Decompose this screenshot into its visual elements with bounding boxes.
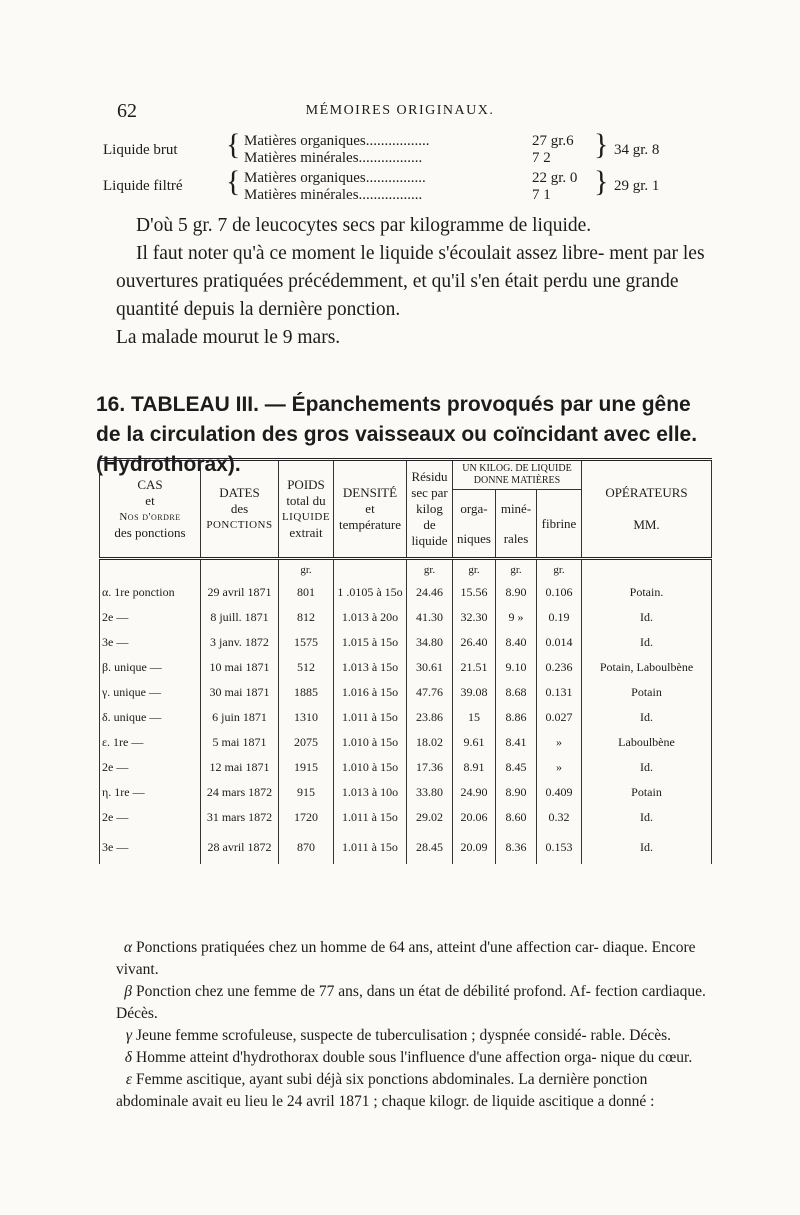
table-row — [100, 705, 712, 730]
brace-left: { — [226, 165, 241, 198]
cell-oper: Potain — [582, 680, 712, 705]
cell-residu: 24.46 — [407, 580, 453, 605]
table-row — [100, 655, 712, 680]
cell-min: 8.86 — [496, 705, 537, 730]
cell-fib: 0.236 — [537, 655, 582, 680]
cell-densite: 1.015 à 15o — [334, 630, 407, 655]
cell-residu: 17.36 — [407, 755, 453, 780]
table-row — [100, 580, 712, 605]
para-line: D'où 5 gr. 7 de leucocytes secs par kilogramme de liquide. — [136, 215, 592, 236]
cell-org: 20.09 — [453, 830, 496, 864]
cell-densite: 1.016 à 15o — [334, 680, 407, 705]
cell-org: 24.90 — [453, 780, 496, 805]
cell-fib: » — [537, 730, 582, 755]
cell-date: 24 mars 1872 — [201, 780, 279, 805]
brace-right: } — [594, 128, 609, 161]
cell-densite: 1.011 à 15o — [334, 705, 407, 730]
data-table — [99, 458, 712, 864]
cell-date: 5 mai 1871 — [201, 730, 279, 755]
filtre-organic: Matières organiques................ — [244, 170, 426, 186]
cell-min: 9.10 — [496, 655, 537, 680]
filtre-total: 29 gr. 1 — [614, 178, 660, 194]
cell-min: 9 » — [496, 605, 537, 630]
footnote: α Ponctions pratiquées chez un homme de 64 ans, atteint d'une affection car- diaque. Encore vivant. — [116, 939, 696, 978]
cell-oper: Potain. — [582, 580, 712, 605]
cell-poids: 801 — [279, 580, 334, 605]
cell-fib: 0.014 — [537, 630, 582, 655]
filtre-mineral: Matières minérales................. — [244, 187, 423, 203]
cell-densite: 1.013 à 20o — [334, 605, 407, 630]
cell-densite: 1 .0105 à 15o — [334, 580, 407, 605]
cell-date: 28 avril 1872 — [201, 830, 279, 864]
cell-org: 15 — [453, 705, 496, 730]
cell-oper: Id. — [582, 830, 712, 864]
cell-oper: Potain — [582, 780, 712, 805]
table-row — [100, 680, 712, 705]
cell-org: 26.40 — [453, 630, 496, 655]
cell-oper: Id. — [582, 630, 712, 655]
cell-poids: 1310 — [279, 705, 334, 730]
footnote: ε Femme ascitique, ayant subi déjà six ponctions abdominales. La dernière ponction abdominale avait eu lieu le 24 avril 1871 ; chaque kilogr. de liquide ascitique a donné : — [116, 1071, 655, 1110]
footnote: δ Homme atteint d'hydrothorax double sous l'influence d'une affection orga- nique du cœur. — [124, 1049, 693, 1066]
page-number: 62 — [117, 100, 137, 122]
filtre-organic-value: 22 gr. 0 — [532, 170, 578, 186]
liquide-brut-label: Liquide brut — [103, 142, 178, 158]
cell-cas: γ. unique — — [100, 680, 201, 705]
cell-org: 15.56 — [453, 580, 496, 605]
cell-oper: Id. — [582, 705, 712, 730]
section-title: 16. TABLEAU III. — Épanchements provoqués par une gêne de la circulation des gros vaisseaux ou coïncidant avec elle. (Hydrothorax). — [96, 393, 698, 476]
cell-residu: 23.86 — [407, 705, 453, 730]
cell-cas: δ. unique — — [100, 705, 201, 730]
cell-date: 30 mai 1871 — [201, 680, 279, 705]
cell-cas: 2e — — [100, 755, 201, 780]
table-row — [100, 805, 712, 830]
cell-date: 6 juin 1871 — [201, 705, 279, 730]
cell-fib: 0.32 — [537, 805, 582, 830]
cell-oper: Id. — [582, 755, 712, 780]
table-row — [100, 830, 712, 864]
cell-cas: β. unique — — [100, 655, 201, 680]
cell-residu: 47.76 — [407, 680, 453, 705]
header-fibrine: fibrine — [537, 490, 582, 559]
header-poids: POIDS total du LIQUIDE extrait — [279, 460, 334, 559]
brace-left: { — [226, 128, 241, 161]
cell-min: 8.36 — [496, 830, 537, 864]
cell-org: 8.91 — [453, 755, 496, 780]
cell-cas: 2e — — [100, 805, 201, 830]
units-row: gr. gr. gr. gr. gr. — [100, 559, 712, 581]
cell-oper: Potain, Laboulbène — [582, 655, 712, 680]
cell-min: 8.40 — [496, 630, 537, 655]
cell-org: 20.06 — [453, 805, 496, 830]
cell-cas: α. 1re ponction — [100, 580, 201, 605]
cell-cas: η. 1re — — [100, 780, 201, 805]
para-line: Il faut noter qu'à ce moment le liquide s'écoulait assez libre- ment par les ouvertures pratiquées précédemment, et qu'il s'en était perdu une grande quantité depuis la dernière ponction. — [116, 243, 705, 320]
cell-fib: 0.19 — [537, 605, 582, 630]
cell-densite: 1.011 à 15o — [334, 805, 407, 830]
cell-poids: 870 — [279, 830, 334, 864]
cell-date: 29 avril 1871 — [201, 580, 279, 605]
cell-poids: 1720 — [279, 805, 334, 830]
cell-poids: 1885 — [279, 680, 334, 705]
para-line: La malade mourut le 9 mars. — [116, 327, 341, 348]
table-row — [100, 755, 712, 780]
cell-residu: 33.80 — [407, 780, 453, 805]
cell-org: 9.61 — [453, 730, 496, 755]
cell-densite: 1.010 à 15o — [334, 730, 407, 755]
cell-date: 3 janv. 1872 — [201, 630, 279, 655]
cell-min: 8.41 — [496, 730, 537, 755]
cell-date: 10 mai 1871 — [201, 655, 279, 680]
header-cas: CAS et Nos d'ordre des ponctions — [100, 460, 201, 559]
cell-oper: Id. — [582, 605, 712, 630]
footnote: γ Jeune femme scrofuleuse, suspecte de tuberculisation ; dyspnée considé- rable. Décès. — [125, 1027, 671, 1044]
cell-poids: 512 — [279, 655, 334, 680]
cell-residu: 28.45 — [407, 830, 453, 864]
cell-poids: 812 — [279, 605, 334, 630]
table-row — [100, 780, 712, 805]
cell-oper: Id. — [582, 805, 712, 830]
cell-poids: 1575 — [279, 630, 334, 655]
cell-min: 8.90 — [496, 780, 537, 805]
liquide-filtre-label: Liquide filtré — [103, 178, 183, 194]
cell-residu: 34.80 — [407, 630, 453, 655]
cell-date: 8 juill. 1871 — [201, 605, 279, 630]
cell-fib: 0.131 — [537, 680, 582, 705]
header-densite: DENSITÉ et température — [334, 460, 407, 559]
cell-residu: 18.02 — [407, 730, 453, 755]
header-minerales: miné- rales — [496, 490, 537, 559]
cell-densite: 1.011 à 15o — [334, 830, 407, 864]
header-dates: DATES des PONCTIONS — [201, 460, 279, 559]
cell-residu: 30.61 — [407, 655, 453, 680]
brut-mineral-value: 7 2 — [532, 150, 551, 166]
brace-right: } — [594, 165, 609, 198]
cell-fib: 0.027 — [537, 705, 582, 730]
cell-min: 8.90 — [496, 580, 537, 605]
running-title: MÉMOIRES ORIGINAUX. — [305, 103, 495, 118]
cell-fib: » — [537, 755, 582, 780]
header-organiques: orga- niques — [453, 490, 496, 559]
cell-cas: 3e — — [100, 830, 201, 864]
cell-fib: 0.153 — [537, 830, 582, 864]
cell-residu: 41.30 — [407, 605, 453, 630]
cell-min: 8.60 — [496, 805, 537, 830]
header-operateurs: OPÉRATEURS MM. — [582, 460, 712, 559]
cell-org: 32.30 — [453, 605, 496, 630]
cell-poids: 2075 — [279, 730, 334, 755]
table-row — [100, 730, 712, 755]
cell-fib: 0.106 — [537, 580, 582, 605]
cell-residu: 29.02 — [407, 805, 453, 830]
header-residu: Résidu sec par kilog de liquide — [407, 460, 453, 559]
cell-date: 31 mars 1872 — [201, 805, 279, 830]
header-kilog: UN KILOG. DE LIQUIDE DONNE MATIÈRES — [453, 460, 582, 490]
brut-organic-value: 27 gr.6 — [532, 133, 574, 149]
cell-min: 8.45 — [496, 755, 537, 780]
filtre-mineral-value: 7 1 — [532, 187, 551, 203]
footnotes — [116, 937, 716, 1113]
table-row — [100, 630, 712, 655]
brut-mineral: Matières minérales................. — [244, 150, 423, 166]
brut-organic: Matières organiques................. — [244, 133, 430, 149]
cell-cas: 3e — — [100, 630, 201, 655]
cell-cas: 2e — — [100, 605, 201, 630]
cell-date: 12 mai 1871 — [201, 755, 279, 780]
cell-poids: 1915 — [279, 755, 334, 780]
cell-org: 21.51 — [453, 655, 496, 680]
cell-min: 8.68 — [496, 680, 537, 705]
cell-oper: Laboulbène — [582, 730, 712, 755]
cell-cas: ε. 1re — — [100, 730, 201, 755]
brut-total: 34 gr. 8 — [614, 142, 660, 158]
cell-poids: 915 — [279, 780, 334, 805]
table-row — [100, 605, 712, 630]
footnote: β Ponction chez une femme de 77 ans, dans un état de débilité profond. Af- fection cardiaque. Décès. — [116, 983, 706, 1022]
cell-fib: 0.409 — [537, 780, 582, 805]
cell-org: 39.08 — [453, 680, 496, 705]
cell-densite: 1.013 à 15o — [334, 655, 407, 680]
cell-densite: 1.013 à 10o — [334, 780, 407, 805]
cell-densite: 1.010 à 15o — [334, 755, 407, 780]
body-paragraph — [116, 212, 716, 352]
